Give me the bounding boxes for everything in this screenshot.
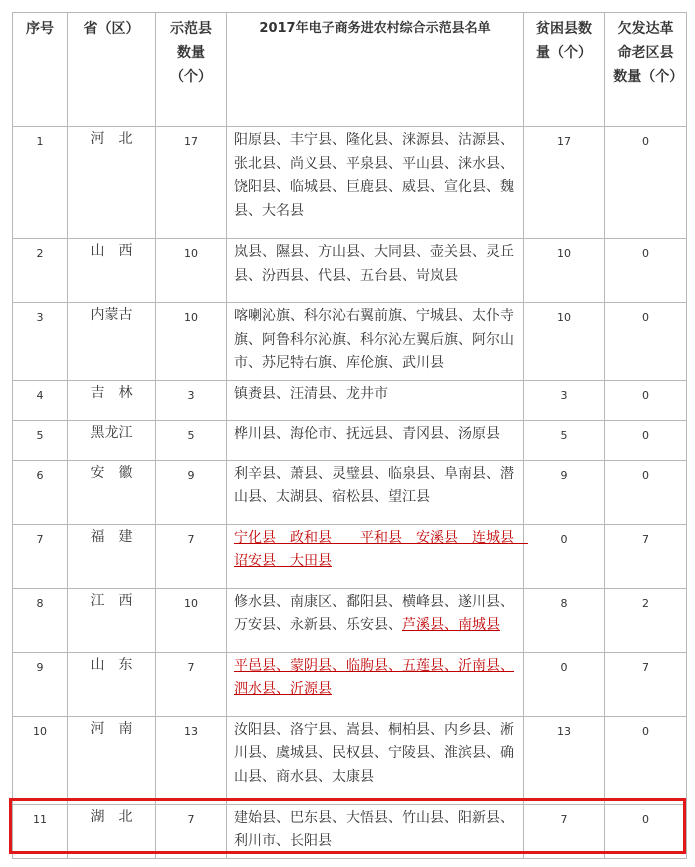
row-demo-count: 7	[156, 652, 227, 716]
table-row	[13, 380, 687, 420]
row-province: 河 南	[68, 716, 156, 804]
table-row	[13, 239, 687, 303]
row-county-list	[227, 420, 524, 460]
row-province: 黑龙江	[68, 420, 156, 460]
row-poor-count: 0	[524, 652, 605, 716]
row-old-area-count: 0	[605, 303, 687, 381]
row-province: 江 西	[68, 588, 156, 652]
row-province: 福 建	[68, 524, 156, 588]
county-text: 建始县、巴东县、大悟县、竹山县、阳新县、利川市、长阳县	[234, 809, 514, 849]
header-list-title: 2017年电子商务进农村综合示范县名单	[227, 13, 524, 127]
table-row	[13, 303, 687, 381]
row-poor-count: 9	[524, 460, 605, 524]
row-seq: 6	[13, 460, 68, 524]
row-demo-count: 13	[156, 716, 227, 804]
header-old-area-count: 欠发达革命老区县数量（个）	[605, 13, 687, 127]
row-province: 湖 北	[68, 804, 156, 858]
row-seq: 8	[13, 588, 68, 652]
underlined-county-text[interactable]: 宁化县 政和县 平和县 安溪县 连城县 诏安县 大田县	[234, 529, 528, 569]
row-old-area-count: 0	[605, 716, 687, 804]
county-text: 镇赉县、汪清县、龙井市	[234, 385, 388, 402]
row-seq: 7	[13, 524, 68, 588]
row-county-list	[227, 460, 524, 524]
table-row	[13, 652, 687, 716]
row-seq: 11	[13, 804, 68, 858]
row-county-list	[227, 127, 524, 239]
row-demo-count: 9	[156, 460, 227, 524]
county-text: 桦川县、海伦市、抚远县、青冈县、汤原县	[234, 425, 500, 442]
row-seq: 3	[13, 303, 68, 381]
county-text: 喀喇沁旗、科尔沁右翼前旗、宁城县、太仆寺旗、阿鲁科尔沁旗、科尔沁左翼后旗、阿尔山市、苏尼特右旗、库伦旗、武川县	[234, 308, 514, 371]
row-county-list	[227, 588, 524, 652]
header-poor-count: 贫困县数量（个）	[524, 13, 605, 127]
row-poor-count: 10	[524, 303, 605, 381]
row-province: 安 徽	[68, 460, 156, 524]
row-demo-count: 10	[156, 239, 227, 303]
header-demo-count: 示范县数量（个）	[156, 13, 227, 127]
row-poor-count: 8	[524, 588, 605, 652]
row-demo-count: 3	[156, 380, 227, 420]
row-province: 吉 林	[68, 380, 156, 420]
row-demo-count: 7	[156, 524, 227, 588]
underlined-county-text[interactable]: 芦溪县、南城县	[402, 617, 500, 633]
row-seq: 10	[13, 716, 68, 804]
county-text: 修水县、南康区、鄱阳县、横峰县、遂川县、万安县、永新县、乐安县、	[234, 593, 514, 633]
row-county-list	[227, 303, 524, 381]
row-old-area-count: 2	[605, 588, 687, 652]
row-province: 河 北	[68, 127, 156, 239]
row-poor-count: 17	[524, 127, 605, 239]
row-old-area-count: 7	[605, 524, 687, 588]
header-province: 省（区）	[68, 13, 156, 127]
row-county-list	[227, 716, 524, 804]
row-demo-count: 10	[156, 588, 227, 652]
row-poor-count: 5	[524, 420, 605, 460]
row-old-area-count: 0	[605, 127, 687, 239]
row-demo-count: 17	[156, 127, 227, 239]
row-province: 山 西	[68, 239, 156, 303]
row-old-area-count: 0	[605, 239, 687, 303]
row-old-area-count: 0	[605, 420, 687, 460]
row-county-list	[227, 380, 524, 420]
county-text: 利辛县、萧县、灵璧县、临泉县、阜南县、潜山县、太湖县、宿松县、望江县	[234, 465, 514, 505]
county-text: 汝阳县、洛宁县、嵩县、桐柏县、内乡县、淅川县、虞城县、民权县、宁陵县、淮滨县、确山县、商水县、太康县	[234, 721, 514, 785]
row-demo-count: 5	[156, 420, 227, 460]
row-old-area-count: 0	[605, 380, 687, 420]
row-poor-count: 7	[524, 804, 605, 858]
county-text: 阳原县、丰宁县、隆化县、涞源县、沽源县、张北县、尚义县、平泉县、平山县、涞水县、饶阳县、临城县、巨鹿县、威县、宣化县、魏县、大名县	[234, 132, 514, 219]
row-seq: 1	[13, 127, 68, 239]
row-seq: 2	[13, 239, 68, 303]
table-row	[13, 127, 687, 239]
row-poor-count: 3	[524, 380, 605, 420]
row-province: 山 东	[68, 652, 156, 716]
row-county-list	[227, 652, 524, 716]
row-poor-count: 13	[524, 716, 605, 804]
row-poor-count: 10	[524, 239, 605, 303]
table-row	[13, 460, 687, 524]
row-county-list	[227, 239, 524, 303]
table-row	[13, 804, 687, 858]
header-seq: 序号	[13, 13, 68, 127]
table-row	[13, 420, 687, 460]
underlined-county-text[interactable]: 平邑县、蒙阴县、临朐县、五莲县、沂南县、泗水县、沂源县	[234, 657, 514, 697]
demo-county-table	[12, 12, 687, 859]
table-row	[13, 716, 687, 804]
row-province: 内蒙古	[68, 303, 156, 381]
row-old-area-count: 0	[605, 460, 687, 524]
row-seq: 9	[13, 652, 68, 716]
table-row	[13, 588, 687, 652]
row-demo-count: 7	[156, 804, 227, 858]
row-seq: 4	[13, 380, 68, 420]
row-demo-count: 10	[156, 303, 227, 381]
row-poor-count: 0	[524, 524, 605, 588]
row-old-area-count: 7	[605, 652, 687, 716]
row-county-list	[227, 804, 524, 858]
row-old-area-count: 0	[605, 804, 687, 858]
row-seq: 5	[13, 420, 68, 460]
table-row	[13, 524, 687, 588]
row-county-list	[227, 524, 528, 588]
county-text: 岚县、隰县、方山县、大同县、壶关县、灵丘县、汾西县、代县、五台县、岢岚县	[234, 244, 514, 284]
